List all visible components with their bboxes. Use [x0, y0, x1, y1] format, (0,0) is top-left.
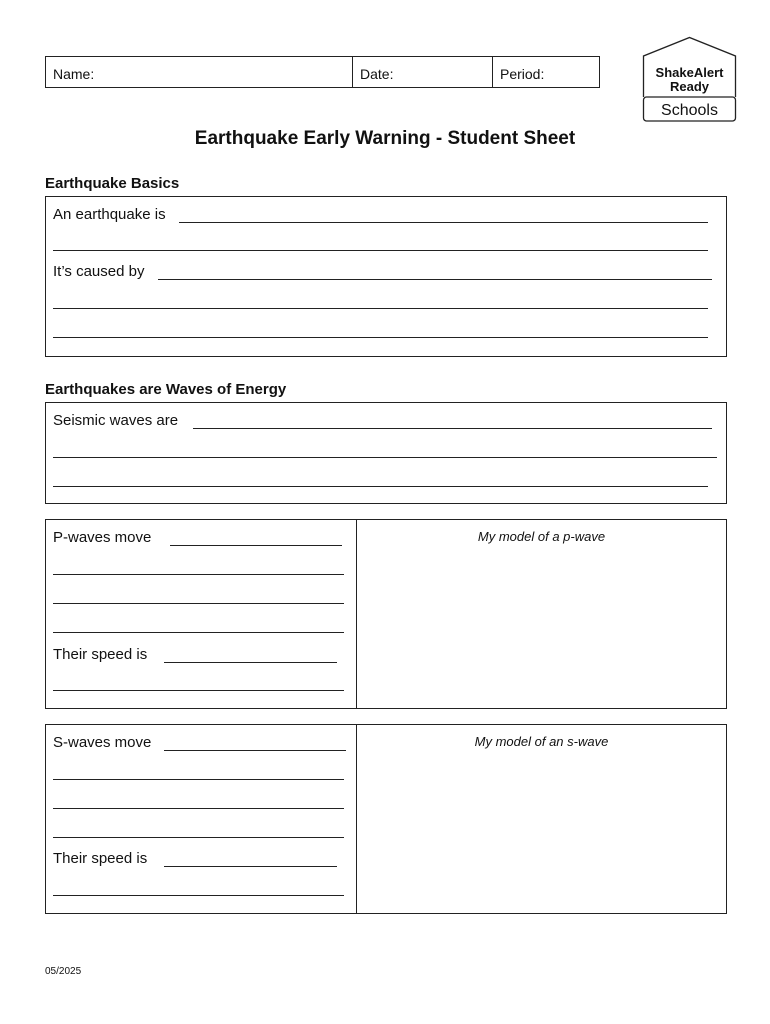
answer-line[interactable]	[158, 279, 712, 280]
pwave-model-area[interactable]	[357, 520, 726, 708]
section-heading-waves: Earthquakes are Waves of Energy	[45, 381, 287, 398]
answer-line[interactable]	[53, 603, 344, 604]
answer-line[interactable]	[164, 662, 337, 663]
answer-line[interactable]	[193, 428, 712, 429]
answer-line[interactable]	[164, 750, 346, 751]
section-heading-basics: Earthquake Basics	[45, 175, 180, 192]
prompt-pwave-speed: Their speed is	[53, 646, 148, 663]
logo-line1: ShakeAlert	[655, 65, 724, 80]
swave-notes-column	[46, 725, 357, 913]
answer-line[interactable]	[53, 486, 708, 487]
basics-box	[45, 196, 727, 357]
answer-line[interactable]	[53, 808, 344, 809]
logo-line2: Ready	[669, 79, 710, 94]
swave-model-area[interactable]	[357, 725, 726, 913]
pwave-notes-column	[46, 520, 357, 708]
answer-line[interactable]	[170, 545, 342, 546]
footer-date: 05/2025	[45, 966, 82, 977]
answer-line[interactable]	[53, 837, 344, 838]
answer-line[interactable]	[53, 250, 708, 251]
prompt-swave-speed: Their speed is	[53, 850, 148, 867]
logo-house-outline	[642, 36, 737, 122]
prompt-seismic-waves: Seismic waves are	[53, 412, 179, 429]
pwave-model-label: My model of a p-wave	[477, 529, 606, 544]
date-label: Date:	[360, 66, 394, 82]
pwave-box	[45, 519, 727, 709]
answer-line[interactable]	[53, 632, 344, 633]
date-field[interactable]	[353, 57, 493, 87]
prompt-earthquake-is: An earthquake is	[53, 206, 166, 223]
prompt-pwaves-move: P-waves move	[53, 529, 152, 546]
answer-line[interactable]	[53, 690, 344, 691]
answer-line[interactable]	[53, 574, 344, 575]
shakealert-ready-schools-logo	[642, 36, 737, 122]
swave-model-label: My model of an s-wave	[474, 734, 609, 749]
period-label: Period:	[500, 66, 545, 82]
swave-box	[45, 724, 727, 914]
answer-line[interactable]	[179, 222, 708, 223]
answer-line[interactable]	[53, 895, 344, 896]
answer-line[interactable]	[53, 457, 717, 458]
prompt-caused-by: It’s caused by	[53, 263, 145, 280]
answer-line[interactable]	[53, 779, 344, 780]
period-field[interactable]	[493, 57, 599, 87]
logo-line3: Schools	[661, 102, 718, 119]
answer-line[interactable]	[164, 866, 337, 867]
answer-line[interactable]	[53, 308, 708, 309]
name-label: Name:	[53, 66, 95, 82]
prompt-swaves-move: S-waves move	[53, 734, 152, 751]
name-field[interactable]	[46, 57, 353, 87]
answer-line[interactable]	[53, 337, 708, 338]
student-info-table	[45, 56, 600, 88]
page-title: Earthquake Early Warning - Student Sheet	[194, 128, 576, 149]
waves-box	[45, 402, 727, 504]
